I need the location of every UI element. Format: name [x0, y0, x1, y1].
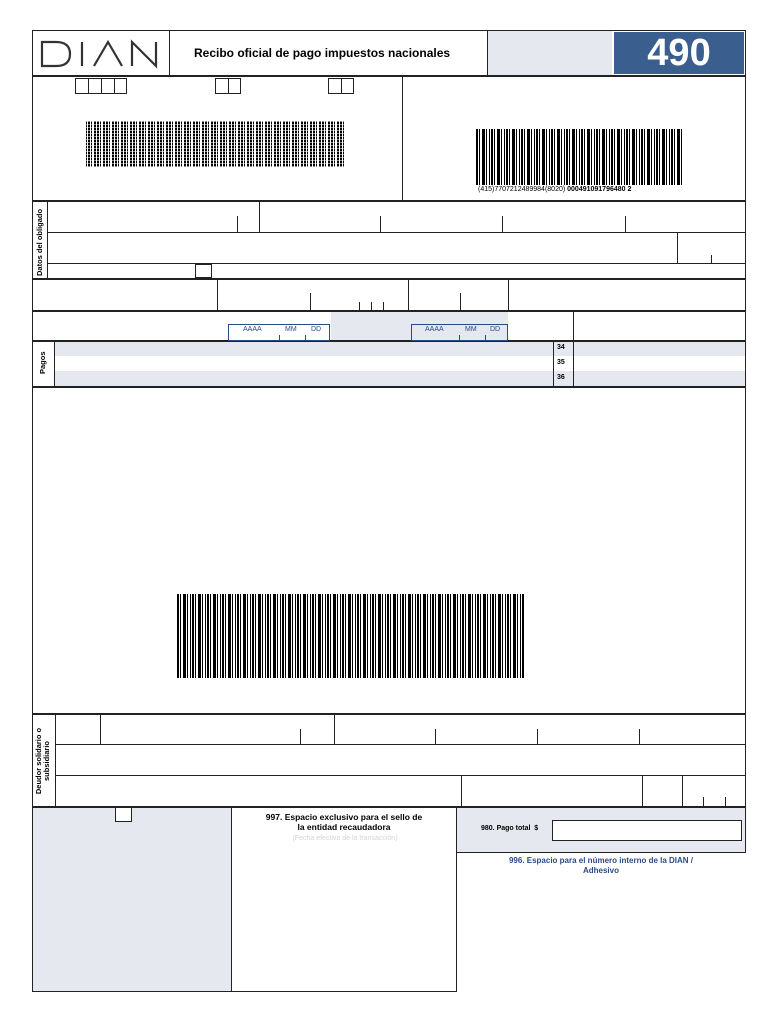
- datamatrix-barcode: [86, 121, 344, 167]
- row-num-36: 36: [557, 374, 565, 381]
- pagos-row-36: [55, 371, 745, 386]
- pagos-row-34: [55, 342, 745, 356]
- adhesivo-label: 996. Espacio para el número interno de la DIAN / Adhesivo: [508, 856, 694, 875]
- dian-logo-graphic: [36, 34, 164, 74]
- section-label-deudor: Deudor solidario o subsidiario: [34, 727, 51, 795]
- pago-total-label: 980. Pago total $: [481, 825, 539, 832]
- obligado-checkbox[interactable]: [195, 264, 212, 278]
- date-right-mm: MM: [465, 326, 477, 333]
- row-num-34: 34: [557, 344, 565, 351]
- linear-barcode-top: [476, 129, 682, 185]
- dian-logo: [36, 34, 164, 74]
- barcode-text-plain: (415)7707212489984(8020): [478, 186, 568, 193]
- date-right-dd: DD: [490, 326, 501, 333]
- barcode-text-bold: 000491091796480 2: [567, 186, 632, 193]
- obligado-frame: [32, 201, 746, 279]
- date-left-dd: DD: [311, 326, 322, 333]
- date-left-mm: MM: [285, 326, 297, 333]
- section-label-pagos: Pagos: [38, 351, 47, 374]
- date-left-aaaa: AAAA: [243, 326, 262, 333]
- footer-checkbox[interactable]: [115, 807, 132, 822]
- footer-left-panel: [32, 807, 232, 992]
- section-label-obligado: Datos del obligado: [35, 208, 44, 276]
- header-gray-box: [488, 31, 612, 75]
- pago-total-input[interactable]: [552, 820, 742, 841]
- sello-title: 997. Espacio exclusivo para el sello de la entidad recaudadora: [265, 812, 423, 832]
- pagos-row-35: [55, 356, 745, 371]
- linear-barcode-main: [177, 594, 524, 678]
- page-title: Recibo oficial de pago impuestos nacionales: [194, 46, 451, 60]
- form-number-badge: [614, 32, 744, 74]
- barcode-text: [478, 186, 631, 193]
- form-number: 490: [647, 32, 711, 74]
- row-num-35: 35: [557, 359, 565, 366]
- sello-subtitle: (Fecha efectiva de la transacción): [292, 835, 398, 842]
- date-right-aaaa: AAAA: [425, 326, 444, 333]
- deudor-frame: [32, 714, 746, 807]
- info-row-1: [32, 279, 746, 311]
